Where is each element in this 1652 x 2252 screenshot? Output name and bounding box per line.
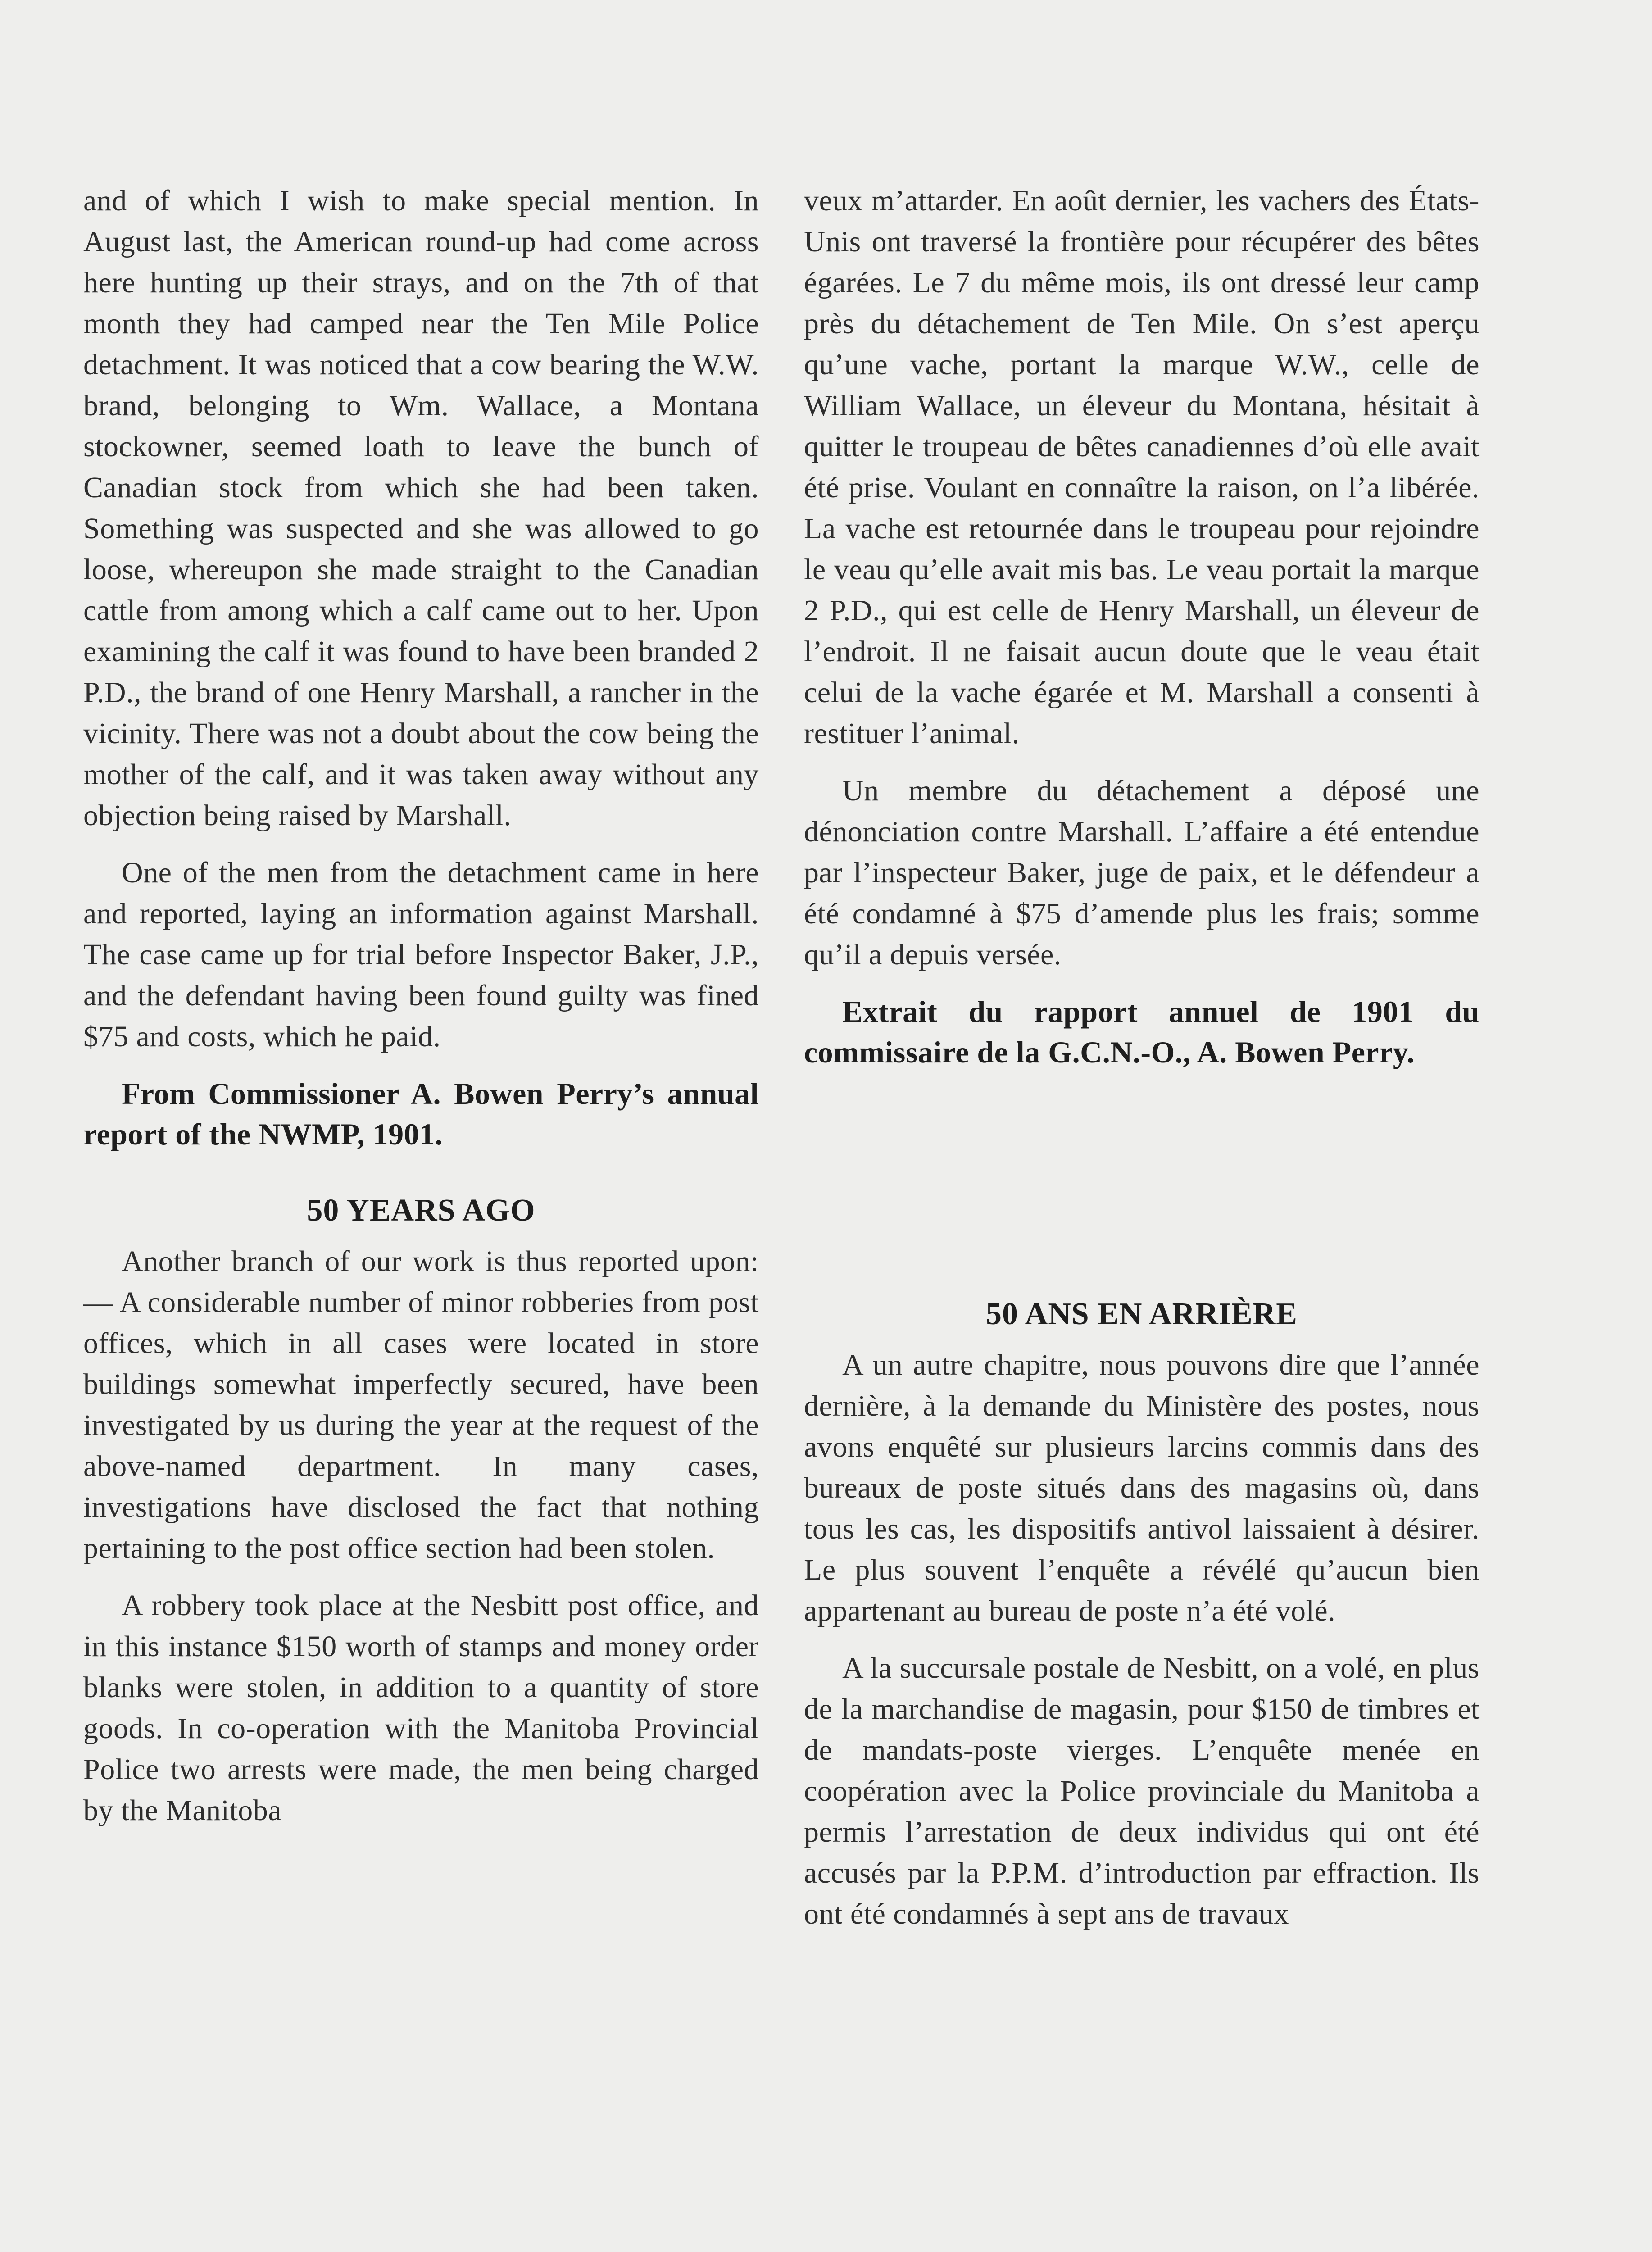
- french-section-heading: 50 ANS EN ARRIÈRE: [986, 1297, 1298, 1331]
- french-source-citation: Extrait du rapport annuel de 1901 du commissaire de la G.C.N.-O., A. Bowen Perry.: [804, 994, 1480, 1069]
- english-paragraph-nesbitt: A robbery took place at the Nesbitt post office, and in this instance $150 worth of stamps and money order blanks were stolen, in addition to a quantity of store goods. In co-operation with the Manitoba Provincial Police two arrests were made, the men being charged by the Manitoba: [83, 1589, 759, 1827]
- french-paragraph-post-office: A un autre chapitre, nous pouvons dire que l’année dernière, à la demande du Ministère des postes, nous avons enquêté sur plusieurs larcins commis dans des bureaux de poste situés dans des magasins où, dans tous les cas, les dispositifs antivol laissaient à désirer. Le plus souvent l’enquête a révélé qu’aucun bien appartenant au bureau de poste n’a été volé.: [804, 1348, 1480, 1627]
- english-paragraph-trial: One of the men from the detachment came in here and reported, laying an information against Marshall. The case came up for trial before Inspector Baker, J.P., and the defendant having been found guilty was fined $75 and costs, which he paid.: [83, 856, 759, 1053]
- french-column: [804, 180, 1480, 1951]
- english-paragraph-cow-story: and of which I wish to make special mention. In August last, the American round-up had come across here hunting up their strays, and on the 7th of that month they had camped near the Ten Mile Police detachment. It was noticed that a cow bearing the W.W. brand, belonging to Wm. Wallace, a Montana stockowner, seemed loath to leave the bunch of Canadian stock from which she had been taken. Something was suspected and she was allowed to go loose, whereupon she made straight to the Canadian cattle from among which a calf came out to her. Upon examining the calf it was found to have been branded 2 P.D., the brand of one Henry Marshall, a rancher in the vicinity. There was not a doubt about the cow being the mother of the calf, and it was taken away without any objection being raised by Marshall.: [83, 184, 759, 832]
- french-column-gap: [804, 1108, 1480, 1294]
- english-paragraph-post-office: Another branch of our work is thus reported upon: — A considerable number of minor robberies from post offices, which in all cases were located in store buildings somewhat imperfectly secured, have been investigated by us during the year at the request of the above-named department. In many cases, investigations have disclosed the fact that nothing pertaining to the post office section had been stolen.: [83, 1245, 759, 1565]
- english-source-citation: From Commissioner A. Bowen Perry’s annual report of the NWMP, 1901.: [83, 1076, 759, 1151]
- english-section-heading: 50 YEARS AGO: [307, 1193, 536, 1228]
- french-paragraph-cow-story: veux m’attarder. En août dernier, les vachers des États-Unis ont traversé la frontière pour récupérer des bêtes égarées. Le 7 du même mois, ils ont dressé leur camp près du détachement de Ten Mile. On s’est aperçu qu’une vache, portant la marque W.W., celle de William Wallace, un éleveur du Montana, hésitait à quitter le troupeau de bêtes canadiennes d’où elle avait été prise. Voulant en connaître la raison, on l’a libérée. La vache est retournée dans le troupeau pour rejoindre le veau qu’elle avait mis bas. Le veau portait la marque 2 P.D., qui est celle de Henry Marshall, un éleveur de l’endroit. Il ne faisait aucun doute que le veau était celui de la vache égarée et M. Marshall a consenti à restituer l’animal.: [804, 184, 1480, 750]
- french-paragraph-trial: Un membre du détachement a déposé une dénonciation contre Marshall. L’affaire a été entendue par l’inspecteur Baker, juge de paix, et le défendeur a été condamné à $75 d’amende plus les frais; somme qu’il a depuis versée.: [804, 774, 1480, 971]
- french-paragraph-nesbitt: A la succursale postale de Nesbitt, on a volé, en plus de la marchandise de magasin, pour $150 de timbres et de mandats-poste vierges. L’enquête menée en coopération avec la Police provinciale du Manitoba a permis l’arrestation de deux individus qui ont été accusés par la P.P.M. d’introduction par effraction. Ils ont été condamnés à sept ans de travaux: [804, 1652, 1480, 1930]
- english-column: [83, 180, 759, 1847]
